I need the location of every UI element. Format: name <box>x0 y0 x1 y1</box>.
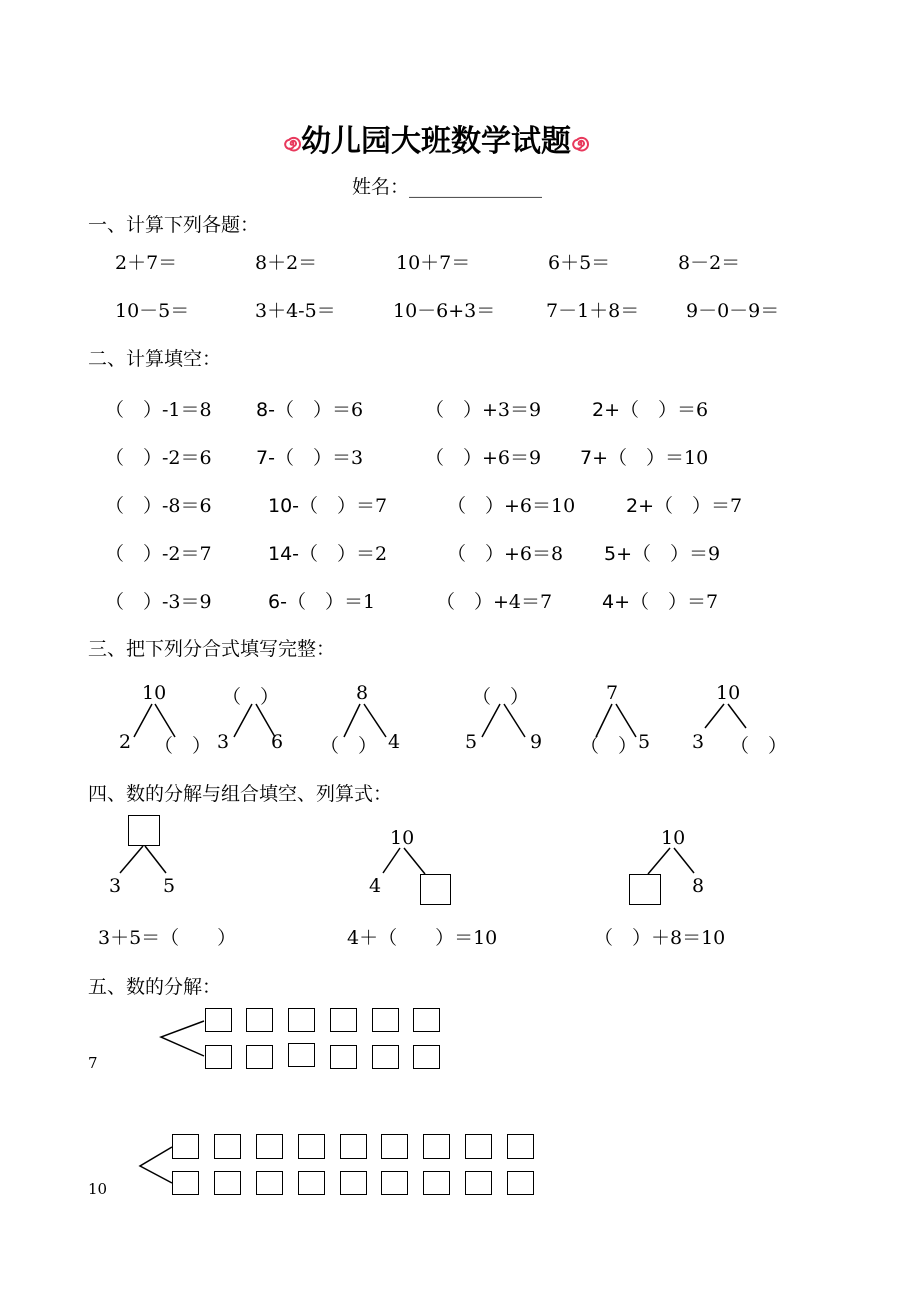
answer-box[interactable] <box>214 1171 241 1195</box>
fill-blank: 6-（ ）＝1 <box>268 591 376 613</box>
answer-box[interactable] <box>298 1171 325 1195</box>
answer-box[interactable] <box>298 1134 325 1159</box>
tree-left: 2 <box>119 731 132 753</box>
answer-box[interactable] <box>423 1171 450 1195</box>
answer-box[interactable] <box>172 1134 199 1159</box>
section2-heading: 二、计算填空： <box>88 348 222 370</box>
tree-left: 3 <box>217 731 230 753</box>
section4-heading: 四、数的分解与组合填空、列算式： <box>88 783 393 805</box>
answer-box[interactable] <box>256 1171 283 1195</box>
answer-box[interactable] <box>246 1045 273 1069</box>
tree-right: 5 <box>163 875 176 897</box>
answer-box[interactable] <box>413 1008 440 1032</box>
fill-blank: 2+（ ）＝7 <box>626 495 743 517</box>
fill-blank: （ ）-1＝8 <box>105 399 212 421</box>
tree-top: 10 <box>142 682 167 704</box>
answer-box[interactable] <box>465 1171 492 1195</box>
answer-box[interactable] <box>372 1008 399 1032</box>
problem: 6＋5＝ <box>548 252 611 274</box>
tree-top: 8 <box>356 682 369 704</box>
answer-box[interactable] <box>330 1045 357 1069</box>
tree-right: 9 <box>530 731 543 753</box>
fill-blank: （ ）+6＝9 <box>425 447 542 469</box>
name-label: 姓名： <box>352 176 410 198</box>
fill-blank: 4+（ ）＝7 <box>602 591 719 613</box>
equation: 3＋5＝（ ） <box>98 927 237 949</box>
fill-blank: （ ）+6＝8 <box>447 543 564 565</box>
tree-top: 10 <box>390 827 415 849</box>
tree-left: （ ） <box>580 735 638 757</box>
answer-box[interactable] <box>256 1134 283 1159</box>
tree-left: 5 <box>465 731 478 753</box>
fill-blank: （ ）-2＝7 <box>105 543 212 565</box>
tree-top: （ ） <box>472 686 530 708</box>
equation: 4＋（ ）＝10 <box>347 927 498 949</box>
tree-left: （ ） <box>320 735 378 757</box>
fill-blank: （ ）-8＝6 <box>105 495 212 517</box>
fill-blank: 7+（ ）＝10 <box>580 447 709 469</box>
fill-blank: （ ）+6＝10 <box>447 495 576 517</box>
tree-top: 10 <box>661 827 686 849</box>
answer-box[interactable] <box>507 1134 534 1159</box>
tree-right: 4 <box>388 731 401 753</box>
tree-right: 6 <box>271 731 284 753</box>
problem: 10－5＝ <box>115 300 190 322</box>
answer-box[interactable] <box>288 1008 315 1032</box>
answer-box[interactable] <box>413 1045 440 1069</box>
fill-blank: （ ）+3＝9 <box>425 399 542 421</box>
section3-heading: 三、把下列分合式填写完整： <box>88 638 336 660</box>
fill-blank: 7-（ ）＝3 <box>256 447 364 469</box>
problem: 7－1＋8＝ <box>546 300 640 322</box>
tree-right: （ ） <box>154 735 212 757</box>
answer-box[interactable] <box>205 1045 232 1069</box>
answer-box[interactable] <box>372 1045 399 1069</box>
answer-box[interactable] <box>288 1043 315 1067</box>
problem: 8－2＝ <box>678 252 741 274</box>
equation: （ ）＋8＝10 <box>594 927 726 949</box>
fill-blank: 10-（ ）＝7 <box>268 495 388 517</box>
answer-box[interactable] <box>172 1171 199 1195</box>
tree-top: 10 <box>716 682 741 704</box>
fill-blank: 8-（ ）＝6 <box>256 399 364 421</box>
answer-box[interactable] <box>246 1008 273 1032</box>
fill-blank: （ ）-2＝6 <box>105 447 212 469</box>
fill-blank: 2+（ ）＝6 <box>592 399 709 421</box>
title-text: 幼儿园大班数学试题 <box>301 124 571 159</box>
tree-left: 3 <box>692 731 705 753</box>
answer-box[interactable] <box>340 1171 367 1195</box>
fill-blank: 14-（ ）＝2 <box>268 543 388 565</box>
decompose-number: 7 <box>88 1054 98 1072</box>
answer-box[interactable] <box>465 1134 492 1159</box>
problem: 10－6+3＝ <box>393 300 496 322</box>
section5-heading: 五、数的分解： <box>88 976 222 998</box>
answer-box[interactable] <box>423 1134 450 1159</box>
tree-left: 3 <box>109 875 122 897</box>
tree-right: 8 <box>692 875 705 897</box>
answer-box[interactable] <box>330 1008 357 1032</box>
answer-box[interactable] <box>381 1134 408 1159</box>
problem: 9－0－9＝ <box>686 300 780 322</box>
decompose-number: 10 <box>88 1180 108 1198</box>
tree-top: 7 <box>606 682 619 704</box>
answer-box[interactable] <box>214 1134 241 1159</box>
tree-left: 4 <box>369 875 382 897</box>
tree-right: 5 <box>638 731 651 753</box>
problem: 8＋2＝ <box>255 252 318 274</box>
name-blank[interactable]: ______________ <box>409 176 543 198</box>
problem: 3＋4-5＝ <box>255 300 336 322</box>
tree-right: （ ） <box>730 735 788 757</box>
answer-box[interactable] <box>381 1171 408 1195</box>
section1-heading: 一、计算下列各题： <box>88 214 260 236</box>
tree-top: （ ） <box>222 686 280 708</box>
answer-box[interactable] <box>340 1134 367 1159</box>
problem: 10＋7＝ <box>396 252 471 274</box>
fill-blank: （ ）-3＝9 <box>105 591 212 613</box>
answer-box[interactable] <box>205 1008 232 1032</box>
problem: 2＋7＝ <box>115 252 178 274</box>
fill-blank: 5+（ ）＝9 <box>604 543 721 565</box>
answer-box[interactable] <box>507 1171 534 1195</box>
fill-blank: （ ）+4＝7 <box>436 591 553 613</box>
